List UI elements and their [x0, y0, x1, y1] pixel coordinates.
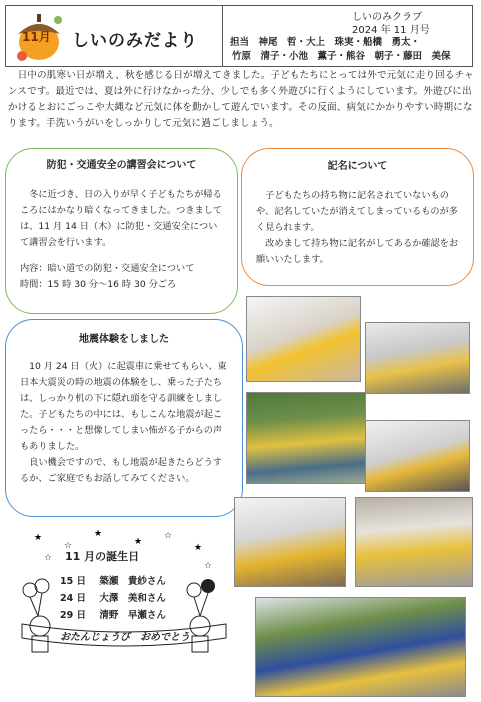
club-name: しいのみクラブ: [352, 12, 422, 23]
photo-quake-5: [234, 497, 346, 587]
birthday-day: 29 日: [60, 610, 87, 621]
birthday-day: 24 日: [60, 593, 87, 604]
svg-text:★: ★: [94, 529, 103, 539]
birthday-row: [60, 573, 166, 587]
photo-quake-truck: [255, 597, 466, 697]
safety-title: 防犯・交通安全の講習会について: [46, 160, 197, 171]
birthday-name: 築瀬 貴紗さん: [99, 576, 166, 587]
birthday-banner: おたんじょうび おめでとう: [60, 632, 190, 643]
quake-title: 地震体験をしました: [79, 334, 169, 345]
photo-quake-3: [246, 392, 366, 484]
intro-text: 日中の肌寒い日が増え、秋を感じる日が増えてきました。子どもたちにとっては外で元気に走り回るチャンスです。最近では、夏は外に行けなかった分、少しでも多く外遊びに行くようにしています。外遊びに出かけるとおにごっこや大縄など元気に体を動かして遊んでいます。その反面、病気にかかりやすい時期になります。手洗いうがいをしっかりして元気に過ごしましょう。: [8, 70, 474, 129]
month-badge: 11月: [22, 30, 51, 44]
page-title: しいのみだより: [72, 31, 198, 51]
svg-text:☆: ☆: [64, 541, 73, 551]
safety-card: [5, 148, 238, 314]
photo-quake-6: [355, 497, 473, 587]
quake-body-1: 10 月 24 日（火）に起震車に乗せてもらい、東日本大震災の時の地震の体験をし、乗った子たちは、しっかり机の下に隠れ頭を守る訓練をしました。子どもたちの中には、もしこんな地震が起こったら・・・と想像してしまい怖がる子からの声もありました。: [20, 361, 227, 452]
names-card: [241, 148, 474, 286]
names-title: 記名について: [327, 161, 388, 172]
photo-quake-4: [365, 420, 470, 492]
svg-text:★: ★: [34, 533, 43, 543]
svg-text:★: ★: [134, 537, 143, 547]
photo-quake-1: [246, 296, 361, 382]
svg-text:★: ★: [194, 543, 203, 553]
header-divider: [222, 5, 223, 67]
birthday-name: 大澤 美和さん: [99, 593, 166, 604]
names-body-1: 子どもたちの持ち物に記名されていないものや、記名していたが消えてしまっているものが多く見られます。: [256, 190, 458, 233]
quake-body-2: 良い機会ですので、もし地震が起きたらどうするか、ご家庭でもお話してみてください。: [20, 457, 222, 484]
birthday-title: 11 月の誕生日: [65, 550, 140, 563]
issue-number: 2024 年 11 月号: [352, 25, 430, 36]
quake-card: [5, 319, 243, 517]
staff-list: [230, 36, 470, 64]
staff-line-1: 神尾 哲・大上 珠実・船橋 勇太・: [258, 37, 421, 48]
names-body-2: 改めまして持ち物に記名がしてあるか確認をお願いいたします。: [256, 238, 459, 265]
birthday-row: [60, 590, 166, 604]
birthday-day: 15 日: [60, 576, 87, 587]
svg-text:☆: ☆: [44, 553, 53, 563]
svg-text:☆: ☆: [164, 531, 173, 541]
birthday-name: 清野 早瀬さん: [99, 610, 166, 621]
staff-line-2: 竹原 清子・小池 薫子・熊谷 朝子・藤田 美保: [232, 51, 451, 62]
safety-content: 内容：暗い道での防犯・交通安全について: [20, 263, 195, 274]
staff-label: 担当: [230, 37, 250, 48]
photo-quake-2: [365, 322, 470, 394]
safety-body: 冬に近づき、日の入りが早く子どもたちが帰るころにはかなり暗くなってきました。つきましては、11 月 14 日（木）に防犯・交通安全について講習会を行います。: [20, 189, 223, 248]
birthday-row: [60, 607, 166, 621]
svg-text:☆: ☆: [204, 561, 213, 571]
safety-time: 時間：15 時 30 分～16 時 30 分ごろ: [20, 279, 177, 290]
